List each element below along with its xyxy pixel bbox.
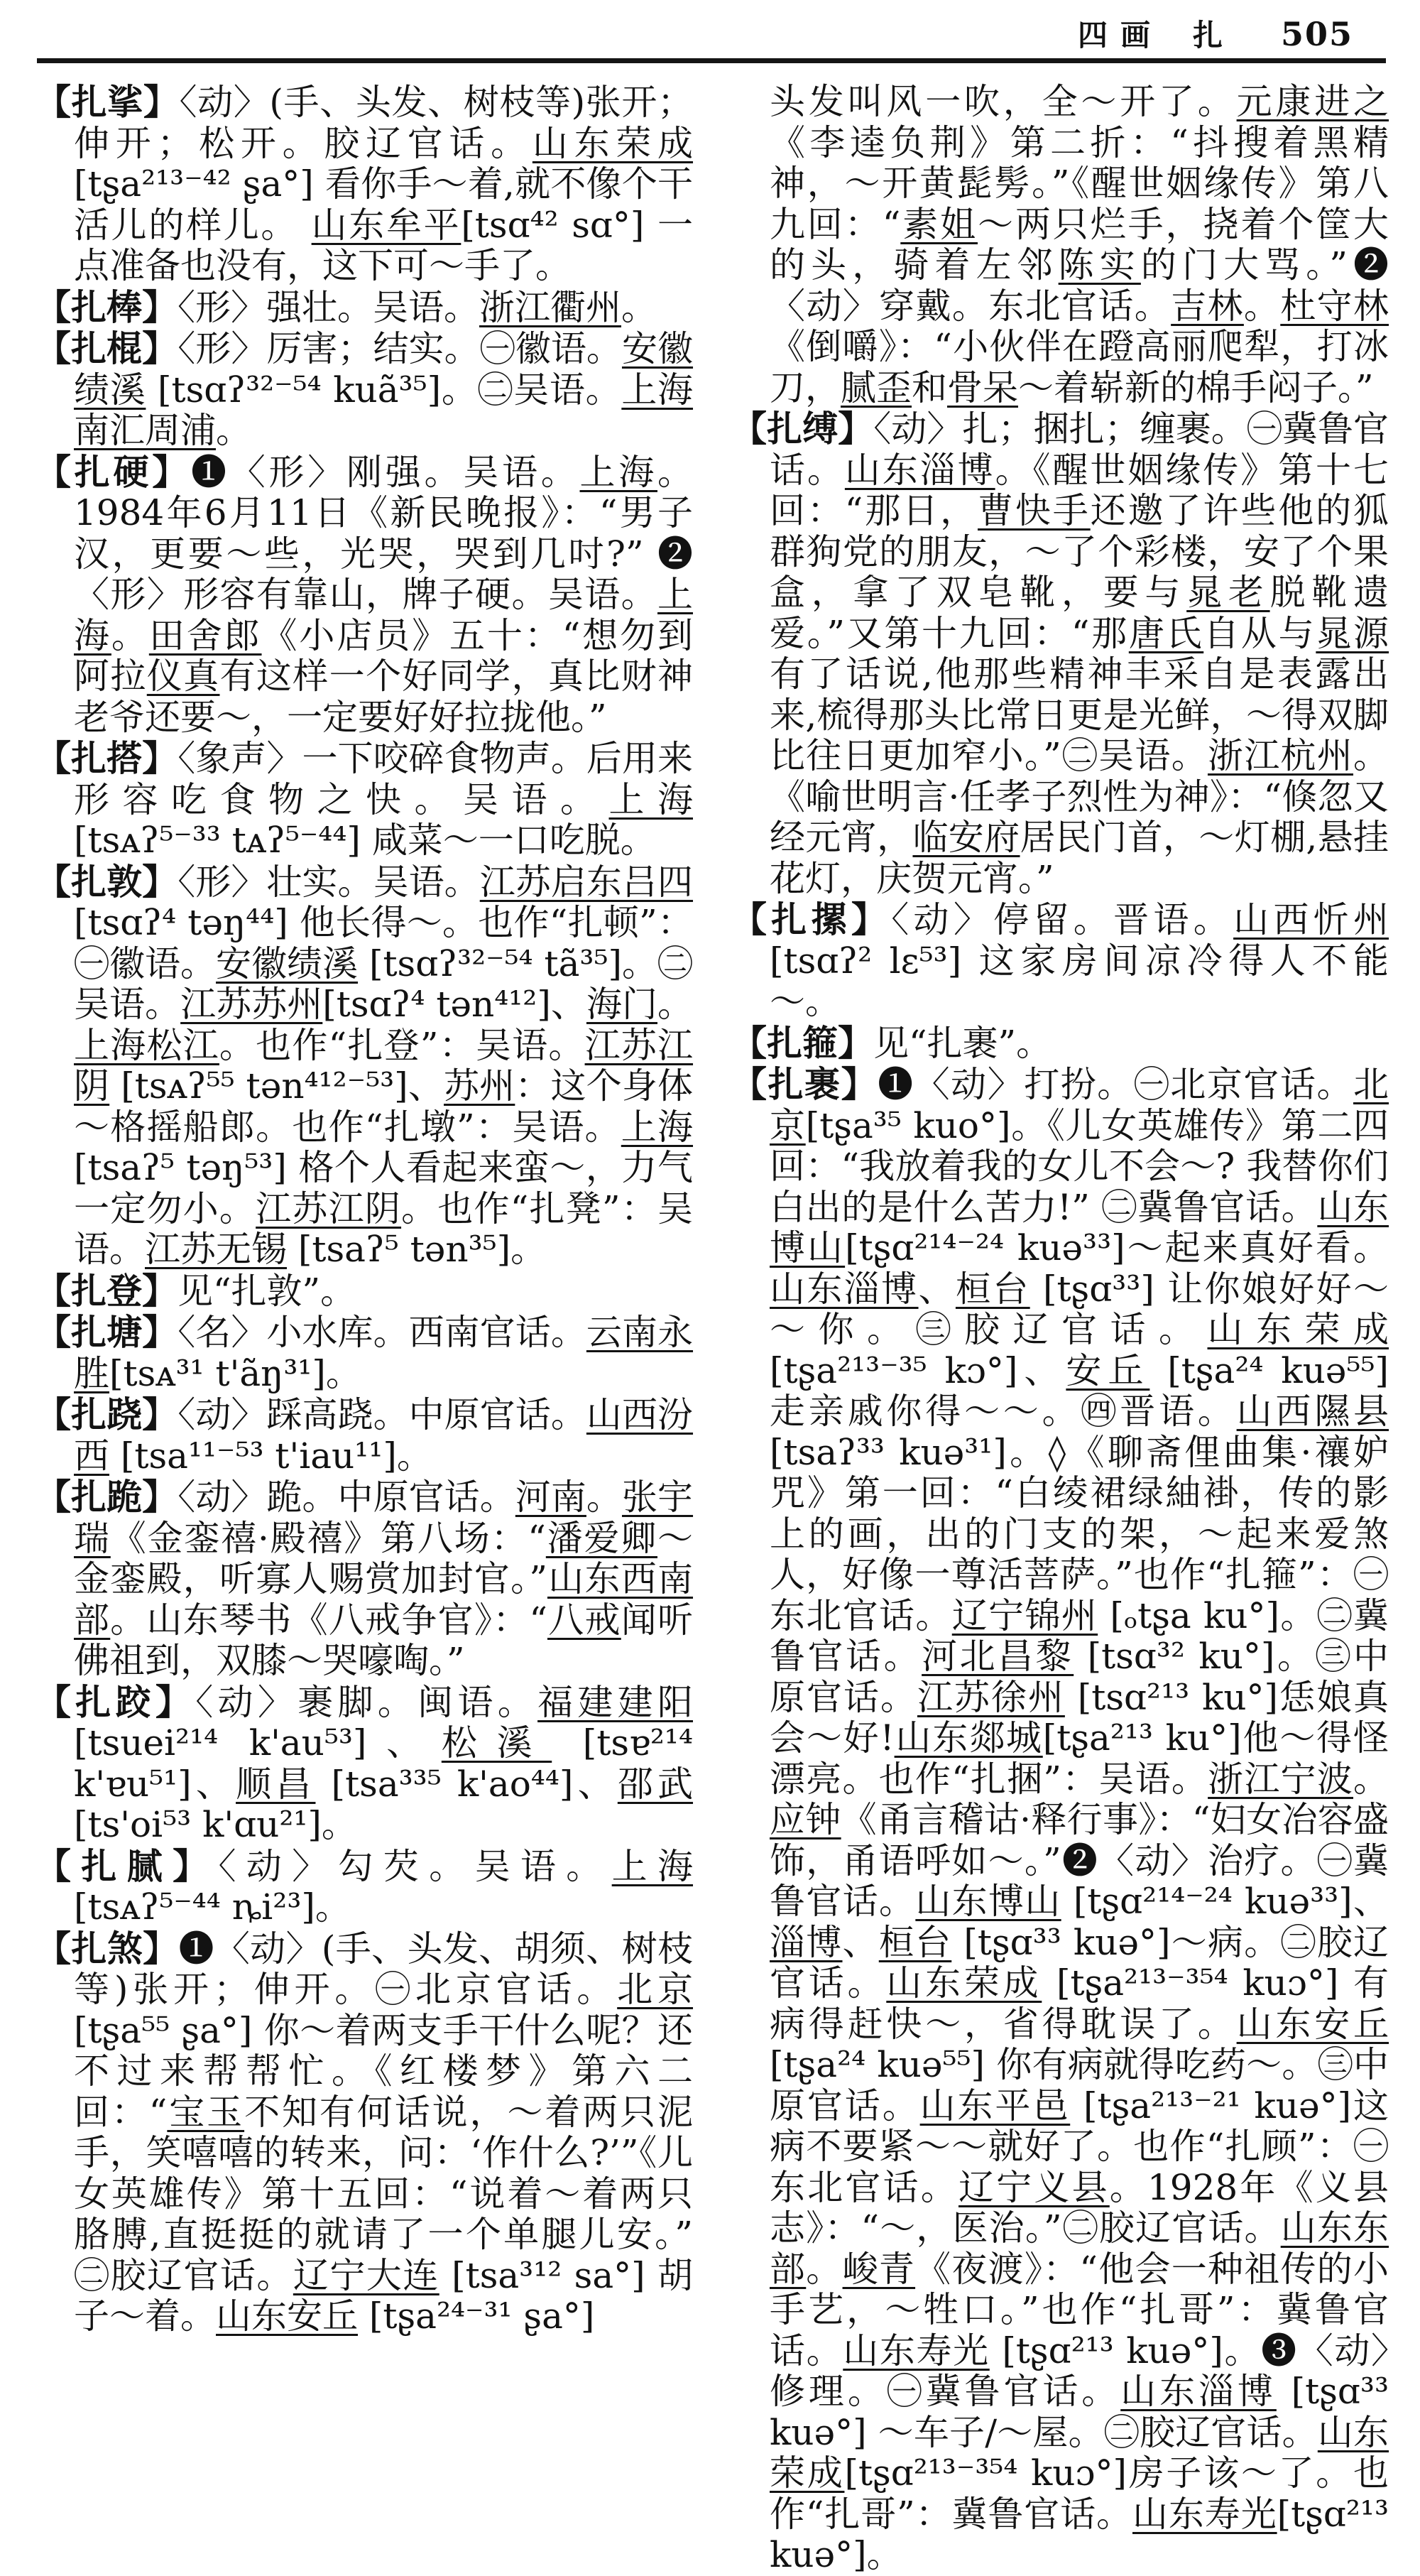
proper-noun: 浙江衢州 [479, 286, 621, 328]
entry-text: [tsa³¹² sa°] 胡子～着。 [74, 2254, 694, 2337]
entry-text: 《甬言稽诂·释行事》：“妇女冶容盛饰，甬语呼如～。”❷〈动〉治疗。㊀冀鲁官话。 [770, 1799, 1389, 1922]
header-rule [37, 58, 1386, 63]
dict-entry [36, 82, 693, 287]
entry-text: [tsaʔ⁵ təŋ⁵³] 格个人看起来蛮～，力气一定勿小。 [74, 1147, 693, 1229]
proper-noun: 山东淄博 [1120, 2371, 1277, 2412]
proper-noun: 晁源 [1316, 612, 1389, 654]
entry-text: [tsᴀʔ⁵⁻³³ tᴀʔ⁵⁻⁴⁴] 咸菜～一口吃脱。 [74, 820, 656, 861]
entry-headword: 【扎挲】 [36, 81, 180, 123]
entry-text: 。1928年《义县志》：“～，医治。”㊁胶辽官话。 [770, 2166, 1389, 2249]
entry-text: 。 [216, 410, 251, 451]
right-column [731, 82, 1389, 2576]
proper-noun: 桓台 [955, 1268, 1030, 1310]
proper-noun: 山东博山 [770, 1186, 1389, 1268]
proper-noun: 峻青 [842, 2248, 916, 2290]
proper-noun: 山东荣成 [770, 2411, 1389, 2494]
dict-entry [36, 452, 693, 739]
entry-text: 见“扎敦”。 [178, 1270, 356, 1312]
proper-noun: 上海松江 [74, 1024, 219, 1066]
entry-text: 居民门首，～灯棚,悬挂花灯，庆贺元宵。” [770, 817, 1389, 899]
entry-text: 。 [657, 984, 694, 1025]
proper-noun: 元康进之 [1236, 81, 1389, 122]
left-column [36, 82, 693, 2576]
entry-text: 〈形〉强壮。吴语。 [178, 286, 479, 328]
entry-text: [tsa³³⁵ k'ao⁴⁴]、 [315, 1763, 618, 1805]
entry-text: 。 [621, 286, 657, 328]
entry-text: 〈形〉壮实。吴语。 [178, 861, 480, 903]
proper-noun: 江苏苏州 [180, 984, 323, 1025]
proper-noun: 山东寿光 [1132, 2493, 1277, 2535]
entry-text: [tsɑʔ⁴ tən⁴¹²]、 [322, 984, 586, 1025]
proper-noun: 云南永胜 [74, 1312, 694, 1394]
entry-text: ❶〈动〉打扮。㊀北京官话。 [878, 1064, 1354, 1105]
entry-text: [tʂa²¹³⁻³⁵⁴ kuɔ°] 有病得赶快～，省得耽误了。 [770, 1962, 1389, 2045]
entry-text: ～两只烂手，挠着个筐大的头，骑着左邻 [770, 203, 1389, 286]
proper-noun: 素姐 [900, 203, 978, 245]
proper-noun: 松溪 [441, 1722, 552, 1763]
text-columns [21, 63, 1399, 2576]
entry-text: 。1984年6月11日《新民晚报》：“男子汉，更要～些，光哭，哭到几吋?” ❷〈形〉形容有靠山，牌子硬。吴语。 [74, 451, 693, 615]
entry-text: ❶〈形〉刚强。吴语。 [191, 451, 580, 493]
entry-text: [tʂɑ³³] 让你娘好好～～你。㊂胶辽官话。 [770, 1268, 1389, 1350]
proper-noun: 河北昌黎 [922, 1636, 1074, 1677]
entry-text: [tsᴀʔ⁵⁻⁴⁴ ȵi²³]。 [74, 1886, 351, 1928]
proper-noun: 山东淄博 [844, 449, 995, 491]
entry-text: 〈动〉勾芡。吴语。 [218, 1845, 612, 1887]
proper-noun: 淄博 [770, 1921, 843, 1963]
entry-text: [tsɑʔ³²⁻⁵⁴ kuã³⁵]。㊁吴语。 [146, 369, 622, 411]
dict-entry [36, 1846, 693, 1928]
proper-noun: 山东淄博 [770, 1268, 919, 1310]
entry-text: [tsɑʔ⁴ təŋ⁴⁴] 他长得～。也作“扎顿”：㊀徽语。 [74, 902, 693, 984]
entry-text: [tʂa²¹³⁻³⁵ kɔ°]、 [770, 1349, 1066, 1391]
proper-noun: 腻歪 [841, 366, 912, 408]
entry-text: [tʂa⁵⁵ ʂa°] 你～着两支手干什么呢？还不过来帮帮忙。《红楼梦》第六二回：“ [74, 2009, 693, 2133]
entry-text: [ts'oi⁵³ k'ɑu²¹]。 [74, 1804, 357, 1845]
proper-noun: 山东牟平 [311, 204, 462, 246]
entry-text: 脱靴遗爱。”又第十九回：“那 [770, 572, 1389, 654]
entry-headword: 【扎搭】 [36, 737, 178, 779]
entry-headword: 【扎硬】 [36, 450, 191, 493]
section-character: 扎 [1192, 18, 1223, 53]
page-number: 505 [1280, 15, 1353, 53]
dict-entry-continuation [731, 82, 1389, 408]
dict-entry [731, 899, 1389, 1023]
proper-noun: 江苏徐州 [917, 1676, 1065, 1718]
entry-text: 还邀了许些他的狐群狗党的朋友，～了个彩楼，安了个果盒，拿了双皂靴，要与 [770, 490, 1389, 613]
proper-noun: 山西忻州 [1233, 899, 1389, 940]
proper-noun: 邵武 [617, 1763, 694, 1805]
entry-text: 、 [918, 1268, 956, 1310]
entry-text: 。 [111, 614, 149, 656]
entry-text: 。也作“扎登”：吴语。 [219, 1024, 585, 1066]
entry-text: 〈形〉厉害；结实。㊀徽语。 [178, 328, 622, 369]
entry-text: 〈名〉小水库。西南官话。 [178, 1312, 586, 1353]
entry-text: 〈动〉停留。晋语。 [891, 899, 1234, 940]
proper-noun: 山东安丘 [1236, 2003, 1389, 2045]
proper-noun: 浙江杭州 [1207, 735, 1354, 776]
proper-noun: 晁老 [1186, 572, 1270, 613]
dict-entry [36, 1271, 693, 1313]
entry-text: 见“扎裹”。 [873, 1022, 1052, 1064]
proper-noun: 江苏江阴 [74, 1024, 694, 1107]
entry-text: [tʂa²⁴ kuə⁵⁵] 走亲戚你得～～。㊃晋语。 [770, 1349, 1389, 1432]
entry-text: [tʂa²⁴ kuə⁵⁵] 你有病就得吃药～。㊂中原官话。 [770, 2044, 1389, 2126]
entry-text: [tʂa²¹³ ku°]他～得怪漂亮。也作“扎捆”：吴语。 [770, 1717, 1389, 1800]
proper-noun: 曹快手 [977, 490, 1091, 531]
proper-noun: 浙江宁波 [1208, 1758, 1354, 1800]
entry-headword: 【扎塘】 [36, 1311, 178, 1353]
page-header [21, 10, 1399, 57]
entry-text: 自从与 [1203, 612, 1316, 654]
entry-text: 《倒嚼》：“小伙伴在蹬高丽爬犁，打冰刀， [770, 326, 1389, 408]
entry-text: 有这样一个好同学，真比财神老爷还要～，一定要好好拉拢他。” [74, 656, 693, 738]
proper-noun: 宝玉 [167, 2091, 245, 2133]
proper-noun: 江苏无锡 [145, 1229, 287, 1270]
proper-noun: 江苏启东吕四 [479, 861, 694, 903]
entry-headword: 【扎缚】 [731, 408, 874, 450]
proper-noun: 福建建阳 [537, 1681, 693, 1723]
proper-noun: 田舍郎 [148, 614, 262, 656]
proper-noun: 山东郯城 [894, 1717, 1043, 1759]
entry-text: ～着崭新的棉手闷子。” [1018, 366, 1374, 408]
proper-noun: 临安府 [912, 817, 1020, 858]
entry-text: 的门大骂。”❷〈动〉穿戴。东北官话。 [770, 244, 1389, 327]
entry-text: 。也作“扎凳”：吴语。 [74, 1188, 694, 1270]
dict-entry [36, 328, 693, 452]
entry-text: 。《喻世明言·任孝子烈性为神》：“倏忽又经元宵， [770, 735, 1389, 858]
entry-text: 《李逵负荆》第二折：“抖搜着黑精神，～开黄髭髣。”《醒世姻缘传》第八九回：“ [770, 121, 1389, 245]
entry-text: 有了话说,他那些精神丰采自是表露出来,梳得那头比常日更是光鲜，～得双脚比往日更加窄小。”㊁吴语。 [770, 653, 1389, 776]
entry-text: [tsaʔ³³ kuə³¹]。◊《聊斋俚曲集·禳妒咒》第一回：“白绫裙绿紬褂，传的影上的画，出的门支的架，～起来爱煞人，好像一尊活菩萨。”也作“扎箍”：㊀东北官话。 [770, 1431, 1389, 1636]
dict-entry [36, 1928, 693, 2337]
dict-entry [36, 287, 693, 329]
entry-headword: 【扎煞】 [36, 1927, 179, 1969]
entry-headword: 【扎棍】 [36, 327, 178, 369]
entry-text: 〈象声〉一下咬碎食物声。后用来形容吃食物之快。吴语。 [74, 738, 694, 820]
entry-text: 〈动〉跪。中原官话。 [178, 1477, 515, 1518]
entry-text: [tʂɑ²¹⁴⁻²⁴ kuə³³]、 [1061, 1881, 1389, 1922]
proper-noun: 上海 [611, 1845, 694, 1887]
entry-text: [tsɑʔ³²⁻⁵⁴ tã³⁵]。㊁吴语。 [74, 942, 694, 1025]
proper-noun: 桓台 [878, 1921, 952, 1963]
entry-headword: 【扎摞】 [731, 898, 892, 940]
proper-noun: 张宇瑞 [74, 1477, 694, 1559]
proper-noun: 陈实 [1058, 244, 1141, 286]
entry-text: 〈动〉(手、头发、树枝等)张开；伸开；松开。胶辽官话。 [74, 82, 694, 164]
entry-text: [tʂɑ²¹⁴⁻²⁴ kuə³³]～起来真好看。 [845, 1227, 1389, 1268]
entry-text: [tʂa²¹³⁻⁴² ʂa°] 看你手～着,就不像个干活儿的样儿。 [74, 163, 693, 246]
proper-noun: 上海 [579, 451, 657, 493]
entry-text: 。 [806, 2248, 843, 2290]
entry-text: 不知有何话说，～着两只泥手，笑嘻嘻的转来，问：‘作什么?’”《儿女英雄传》第十五回：“说着～着两只胳膊,直挺挺的就请了一个单腿儿安。” ㊁胶辽官话。 [74, 2091, 694, 2296]
entry-text: ❶〈动〉(手、头发、胡须、树枝等)张开；伸开。㊀北京官话。 [74, 1928, 694, 2010]
entry-text: [tsɐ²¹⁴ k'ɐu⁵¹]、 [74, 1722, 694, 1805]
entry-headword: 【扎腻】 [36, 1844, 219, 1887]
proper-noun: 辽宁大连 [293, 2254, 439, 2296]
entry-text: [tʂa²¹³⁻²¹ kuə°]这病不要紧～～就好了。也作“扎顾”：㊀东北官话。 [770, 2085, 1389, 2208]
entry-text: 〈动〉踩高跷。中原官话。 [178, 1394, 586, 1435]
entry-headword: 【扎跤】 [36, 1680, 196, 1723]
entry-text: [tsɑ³² ku°]。㊂中原官话。 [770, 1636, 1389, 1718]
entry-headword: 【扎棒】 [36, 286, 178, 328]
proper-noun: 江苏江阴 [256, 1188, 402, 1229]
proper-noun: 上海南汇周浦 [74, 369, 694, 451]
proper-noun: 山东东部 [770, 2207, 1389, 2290]
entry-text: 〈动〉裹脚。闽语。 [195, 1681, 538, 1723]
entry-text: [tsɑʔ² lɛ⁵³] 这家房间凉冷得人不能～。 [770, 940, 1389, 1022]
proper-noun: 潘爱卿 [545, 1517, 657, 1559]
entry-text: [ₒtʂa ku°]。㊁冀鲁官话。 [770, 1594, 1389, 1677]
entry-text: [tʂɑ²¹³⁻³⁵⁴ kuɔ°]房子该～了。也作“扎哥”：冀鲁官话。 [770, 2452, 1389, 2535]
proper-noun: 山西隰县 [1236, 1391, 1389, 1432]
proper-noun: 上海 [621, 1106, 694, 1148]
entry-text: 。 [586, 1477, 622, 1518]
proper-noun: 山东安丘 [216, 2295, 358, 2337]
dict-entry [36, 1477, 693, 1682]
entry-text: 头发叫风一吹，全～开了。 [770, 81, 1237, 122]
proper-noun: 山东荣成 [886, 1962, 1042, 2004]
entry-headword: 【扎裹】 [731, 1063, 878, 1105]
entry-text: [tsuei²¹⁴ k'au⁵³]、 [74, 1722, 442, 1763]
dict-entry [36, 738, 693, 862]
entry-text: [tsᴀʔ⁵⁵ tən⁴¹²⁻⁵³]、 [109, 1065, 444, 1107]
entry-text: [tsɑ²¹³ ku°]恁娘真会～好! [770, 1676, 1389, 1759]
entry-text: [tʂɑ²¹³ kuə°]。 [770, 2493, 1389, 2575]
entry-text: [tsɑ⁴² sɑ°] 一点准备也没有，这下可～手了。 [74, 204, 693, 286]
proper-noun: 安丘 [1066, 1349, 1150, 1391]
proper-noun: 唐氏 [1128, 612, 1204, 654]
entry-headword: 【扎登】 [36, 1269, 178, 1312]
proper-noun: 应钟 [770, 1799, 841, 1840]
dict-entry [36, 862, 693, 1271]
entry-text: 。山东琴书《八戒争官》：“ [110, 1599, 547, 1641]
dict-entry [36, 1312, 693, 1394]
proper-noun: 苏州 [444, 1065, 515, 1107]
entry-text: [tʂɑ³³ kuə°] ～车子/～屋。㊁胶辽官话。 [770, 2371, 1389, 2453]
dict-entry [36, 1682, 693, 1846]
proper-noun: 杜守林 [1280, 285, 1389, 327]
entry-text: 《小店员》五十：“想勿到阿拉 [74, 614, 694, 697]
entry-headword: 【扎敦】 [36, 860, 178, 903]
proper-noun: 北京 [617, 1969, 694, 2010]
dict-entry [731, 1023, 1389, 1065]
entry-headword: 【扎跪】 [36, 1476, 178, 1518]
proper-noun: 八戒 [547, 1599, 621, 1641]
proper-noun: 山东荣成 [532, 122, 694, 164]
entry-text: 《夜渡》：“他会一种祖传的小手艺，～牲口。”也作“扎哥”：冀鲁官话。 [770, 2248, 1389, 2371]
proper-noun: 上海 [608, 778, 693, 820]
entry-text: ：这个身体～格摇船郎。也作“扎墩”：吴语。 [74, 1065, 693, 1148]
entry-headword: 【扎跷】 [36, 1393, 178, 1435]
proper-noun: 上海 [74, 574, 693, 656]
entry-text: [tsa¹¹⁻⁵³ t'iau¹¹]。 [109, 1435, 432, 1477]
entry-text: ～金銮殿，听寡人赐赏加封官。” [74, 1517, 693, 1599]
proper-noun: 安徽绩溪 [216, 942, 359, 984]
proper-noun: 海门 [586, 984, 658, 1025]
entry-text: 〈动〉扎；捆扎；缠裹。㊀冀鲁官话。 [770, 408, 1389, 491]
proper-noun: 安徽绩溪 [74, 328, 694, 411]
entry-text: 闻听佛祖到，双膝～哭嚎啕。” [74, 1599, 694, 1681]
proper-noun: 河南 [515, 1477, 586, 1518]
entry-text: [tsaʔ⁵ tən³⁵]。 [287, 1229, 547, 1270]
entry-text: 。 [1353, 1758, 1389, 1800]
proper-noun: 仪真 [146, 656, 220, 697]
proper-noun: 山东西南部 [74, 1558, 694, 1641]
dict-entry [731, 1064, 1389, 2576]
entry-text: [tʂɑ³³ kuə°]～病。㊁胶辽官话。 [770, 1921, 1389, 2004]
proper-noun: 山东平邑 [919, 2085, 1071, 2126]
entry-text: 。《醒世姻缘传》第十七回：“那日， [770, 449, 1389, 531]
dict-entry [36, 1394, 693, 1477]
proper-noun: 吉林 [1171, 285, 1244, 327]
proper-noun: 山东博山 [915, 1881, 1061, 1922]
entry-headword: 【扎箍】 [731, 1021, 873, 1064]
proper-noun: 山西汾西 [74, 1394, 694, 1477]
proper-noun: 骨呆 [947, 366, 1018, 408]
proper-noun: 山东荣成 [1207, 1309, 1389, 1350]
dict-entry [731, 408, 1389, 899]
entry-text: [tʂa²⁴⁻³¹ ʂa°] [358, 2295, 595, 2337]
entry-text: [tʂɑ²¹³ kuə°]。❸〈动〉修理。㊀冀鲁官话。 [770, 2330, 1389, 2412]
proper-noun: 北京 [770, 1064, 1389, 1146]
proper-noun: 山东寿光 [843, 2330, 990, 2371]
entry-text: [tʂa³⁵ kuo°]。《儿女英雄传》第二四回：“我放着我的女儿不会～? 我替你们白出的是什么苦力!” ㊁冀鲁官话。 [770, 1104, 1389, 1228]
entry-text: 和 [912, 366, 947, 408]
proper-noun: 辽宁义县 [958, 2166, 1110, 2208]
entry-text: 《金銮禧·殿禧》第八场：“ [110, 1517, 546, 1559]
proper-noun: 顺昌 [236, 1763, 316, 1805]
proper-noun: 辽宁锦州 [951, 1594, 1098, 1636]
stroke-section-label: 四画 [1077, 18, 1163, 53]
entry-text: [tsᴀ³¹ t'ãŋ³¹]。 [109, 1352, 361, 1394]
entry-text: 、 [842, 1921, 879, 1963]
entry-text: 。 [1243, 285, 1281, 327]
